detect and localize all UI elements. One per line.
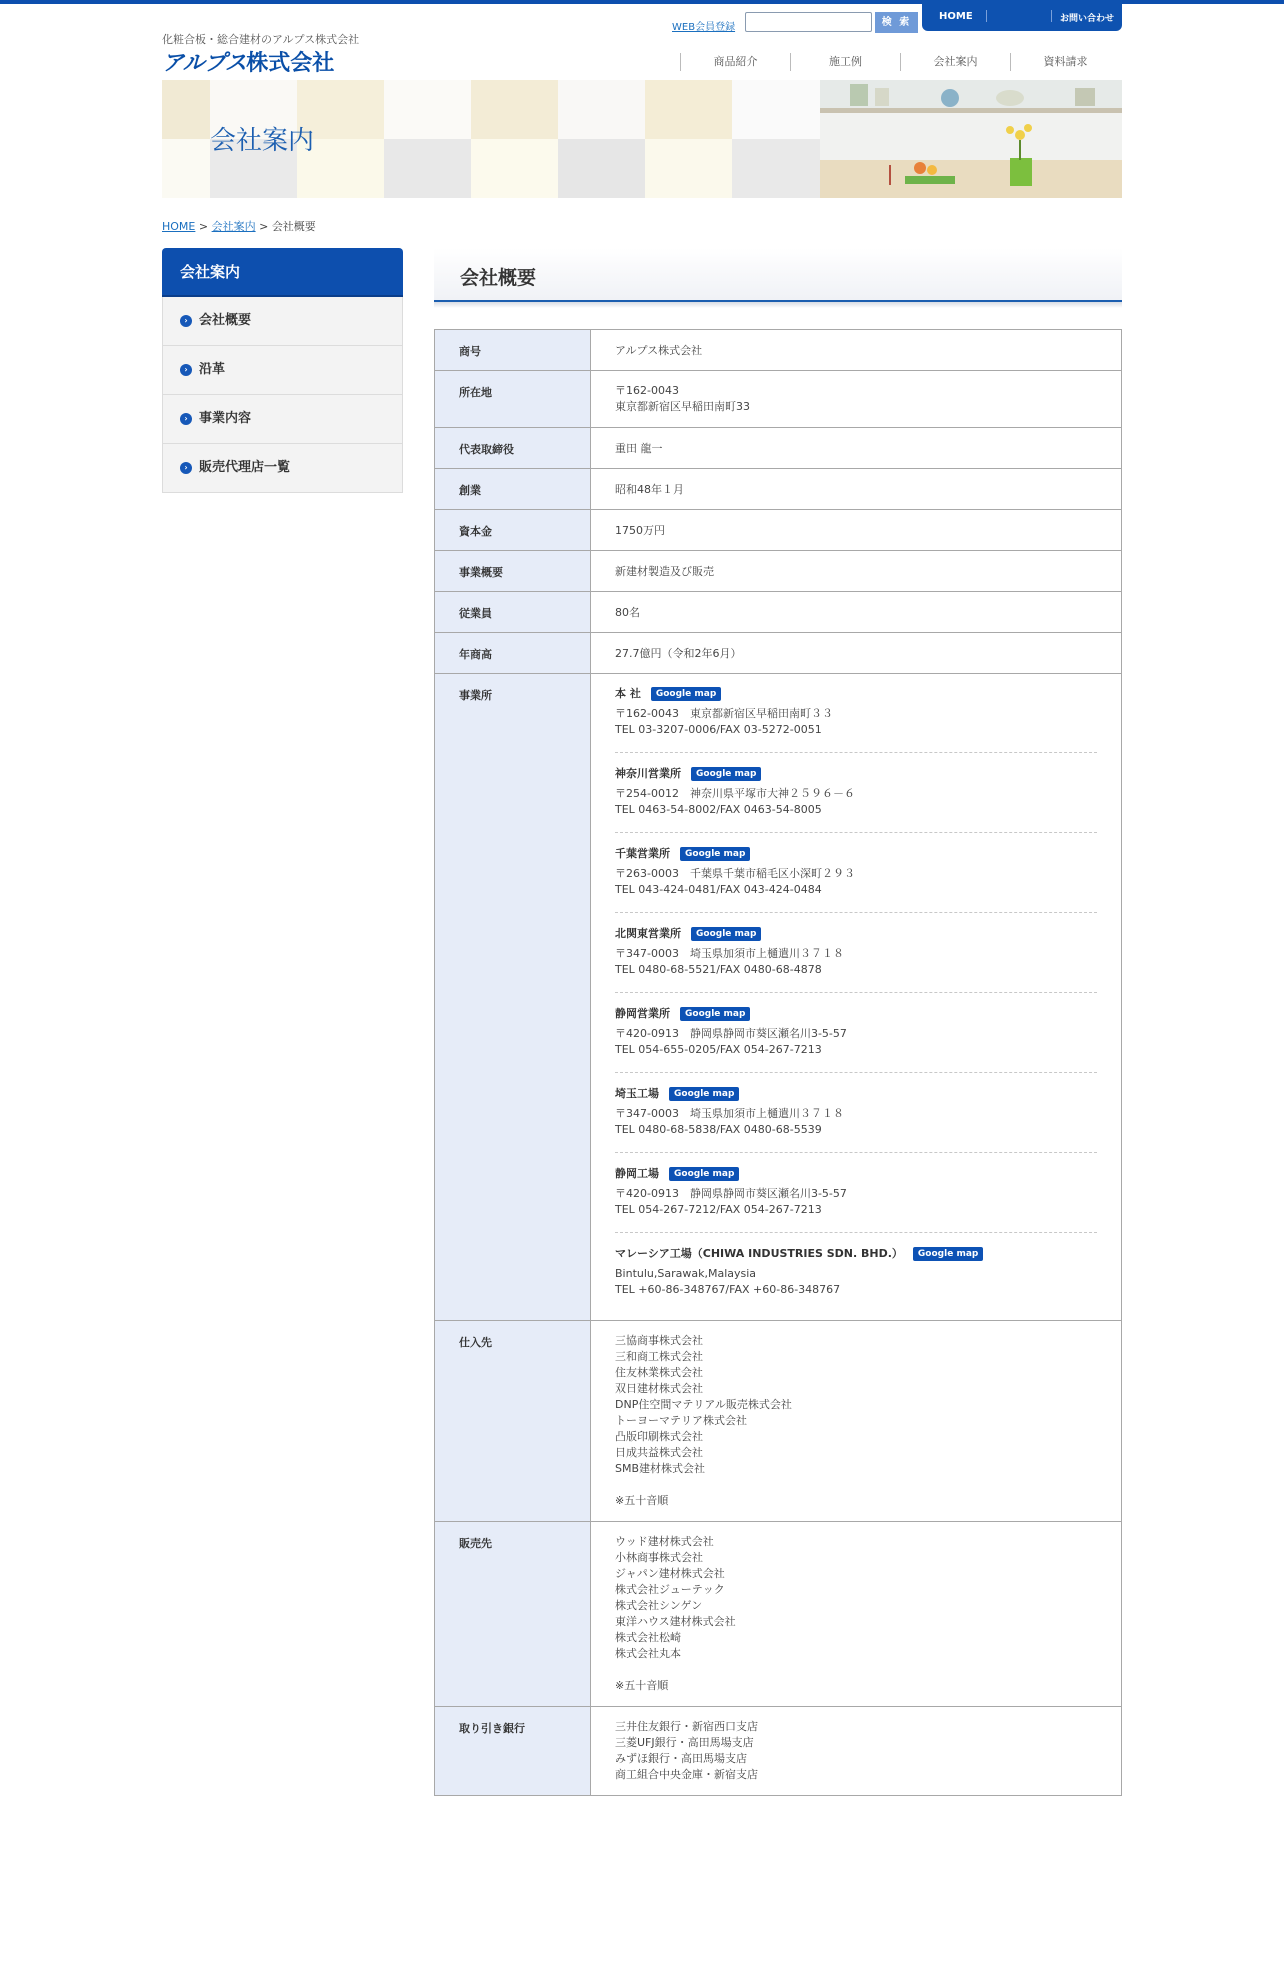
customer-item: ジャパン建材株式会社 — [615, 1567, 725, 1580]
company-info-table — [434, 329, 1122, 1796]
logo-kanji: 株式会社 — [246, 51, 335, 76]
supplier-item: 日成共益株式会社 — [615, 1446, 703, 1459]
kitchen-shelf-photo — [820, 80, 1122, 198]
sidebar-item-label: 会社概要 — [199, 313, 252, 328]
bank-item: 三井住友銀行・新宿西口支店 — [615, 1720, 758, 1733]
office-name: 本 社 — [615, 687, 641, 700]
page-title-bar — [434, 248, 1122, 302]
row-label-trade-name: 商号 — [435, 330, 591, 371]
office-tel: TEL 0480-68-5521/FAX 0480-68-4878 — [615, 963, 822, 976]
nav-examples[interactable]: 施工例 — [790, 53, 900, 71]
supplier-item: 三和商工株式会社 — [615, 1350, 703, 1363]
sidebar-item-label: 販売代理店一覧 — [199, 460, 291, 475]
supplier-item: 双日建材株式会社 — [615, 1382, 703, 1395]
office-tel: TEL +60-86-348767/FAX +60-86-348767 — [615, 1283, 841, 1296]
office-address: 〒162-0043 東京都新宿区早稲田南町３３ — [615, 707, 833, 720]
chevron-right-icon: › — [180, 413, 192, 425]
customer-item: 小林商事株式会社 — [615, 1551, 703, 1564]
table-row — [435, 592, 1122, 633]
top-utility-tabs — [922, 0, 1122, 31]
site-logo[interactable] — [162, 46, 334, 77]
row-label-address: 所在地 — [435, 371, 591, 428]
breadcrumb-sep: > — [259, 220, 269, 233]
row-value-offices — [591, 674, 1122, 1321]
table-row — [435, 1321, 1122, 1522]
row-label-offices: 事業所 — [435, 674, 591, 1321]
office-address: 〒263-0003 千葉県千葉市稲毛区小深町２９３ — [615, 867, 855, 880]
google-map-button[interactable]: Google map — [669, 1087, 739, 1101]
row-label-sales: 年商高 — [435, 633, 591, 674]
supplier-item: トーヨーマテリア株式会社 — [615, 1414, 747, 1427]
page-title: 会社概要 — [460, 267, 537, 289]
nav-products[interactable]: 商品紹介 — [680, 53, 790, 71]
title-shadow — [434, 302, 1122, 308]
chevron-right-icon: › — [180, 462, 192, 474]
nav-brochure[interactable]: 資料請求 — [1010, 53, 1120, 71]
customer-list — [615, 1534, 1121, 1662]
customer-item: 株式会社シンゲン — [615, 1599, 703, 1612]
office-list — [615, 686, 1121, 1312]
office-entry — [615, 993, 1097, 1073]
office-address: 〒420-0913 静岡県静岡市葵区瀬名川3-5-57 — [615, 1187, 847, 1200]
office-name: 千葉営業所 — [615, 847, 670, 860]
address-postal: 〒162-0043 — [615, 384, 679, 397]
row-label-employees: 従業員 — [435, 592, 591, 633]
tab-divider — [986, 10, 987, 22]
office-tel: TEL 0480-68-5838/FAX 0480-68-5539 — [615, 1123, 822, 1136]
logo-katakana: アルプス — [162, 51, 247, 76]
web-register-link[interactable]: WEB会員登録 — [672, 22, 736, 33]
google-map-button[interactable]: Google map — [691, 927, 761, 941]
row-value-banks — [591, 1707, 1122, 1796]
customer-item: 株式会社丸本 — [615, 1647, 681, 1660]
google-map-button[interactable]: Google map — [680, 1007, 750, 1021]
tab-divider — [1051, 10, 1052, 22]
row-label-founded: 創業 — [435, 469, 591, 510]
table-row — [435, 1707, 1122, 1796]
row-label-suppliers: 仕入先 — [435, 1321, 591, 1522]
supplier-item: 三協商事株式会社 — [615, 1334, 703, 1347]
sidebar-item-business[interactable] — [162, 395, 403, 444]
office-entry — [615, 686, 1097, 753]
home-tab[interactable]: HOME — [939, 11, 973, 22]
address-street: 東京都新宿区早稲田南町33 — [615, 400, 750, 413]
office-tel: TEL 0463-54-8002/FAX 0463-54-8005 — [615, 803, 822, 816]
sidebar-item-dealers[interactable] — [162, 444, 403, 493]
breadcrumb-company[interactable]: 会社案内 — [211, 220, 256, 233]
suppliers-note: ※五十音順 — [615, 1494, 669, 1507]
row-value-ceo: 重田 龍一 — [591, 428, 1122, 469]
supplier-item: 住友林業株式会社 — [615, 1366, 703, 1379]
bank-list — [615, 1719, 1121, 1783]
customer-item: 株式会社松崎 — [615, 1631, 681, 1644]
row-label-customers: 販売先 — [435, 1522, 591, 1707]
table-row — [435, 428, 1122, 469]
nav-company[interactable]: 会社案内 — [900, 53, 1010, 71]
row-value-sales: 27.7億円（令和2年6月） — [591, 633, 1122, 674]
office-entry — [615, 753, 1097, 833]
office-address: 〒420-0913 静岡県静岡市葵区瀬名川3-5-57 — [615, 1027, 847, 1040]
supplier-list — [615, 1333, 1121, 1477]
sidebar-item-label: 事業内容 — [199, 411, 252, 426]
breadcrumb-current: 会社概要 — [271, 220, 316, 233]
google-map-button[interactable]: Google map — [669, 1167, 739, 1181]
office-address: 〒347-0003 埼玉県加須市上樋遣川３７１８ — [615, 947, 844, 960]
row-label-business: 事業概要 — [435, 551, 591, 592]
supplier-item: 凸版印刷株式会社 — [615, 1430, 703, 1443]
row-value-capital: 1750万円 — [591, 510, 1122, 551]
office-name: 北関東営業所 — [615, 927, 681, 940]
table-row — [435, 633, 1122, 674]
row-value-customers — [591, 1522, 1122, 1707]
office-entry — [615, 1233, 1097, 1312]
row-label-capital: 資本金 — [435, 510, 591, 551]
office-tel: TEL 054-267-7212/FAX 054-267-7213 — [615, 1203, 822, 1216]
page-wrapper — [162, 0, 1122, 1986]
bank-item: 三菱UFJ銀行・高田馬場支店 — [615, 1736, 754, 1749]
table-row — [435, 330, 1122, 371]
row-value-employees: 80名 — [591, 592, 1122, 633]
sidebar-item-history[interactable] — [162, 346, 403, 395]
google-map-button[interactable]: Google map — [680, 847, 750, 861]
chevron-right-icon: › — [180, 315, 192, 327]
row-label-ceo: 代表取締役 — [435, 428, 591, 469]
table-row — [435, 1522, 1122, 1707]
table-row — [435, 551, 1122, 592]
search-button[interactable]: 検 索 — [875, 12, 918, 33]
sidebar-heading: 会社案内 — [162, 248, 403, 297]
office-name: 神奈川営業所 — [615, 767, 681, 780]
contact-tab[interactable]: お問い合わせ — [1060, 14, 1115, 24]
customer-item: 株式会社ジューテック — [615, 1583, 725, 1596]
sidebar — [162, 248, 403, 493]
office-tel: TEL 054-655-0205/FAX 054-267-7213 — [615, 1043, 822, 1056]
office-tel: TEL 043-424-0481/FAX 043-424-0484 — [615, 883, 822, 896]
breadcrumb-home[interactable]: HOME — [162, 220, 196, 233]
customer-item: 東洋ハウス建材株式会社 — [615, 1615, 736, 1628]
row-value-business: 新建材製造及び販売 — [591, 551, 1122, 592]
row-value-trade-name: アルプス株式会社 — [591, 330, 1122, 371]
table-row — [435, 674, 1122, 1321]
hero-title: 会社案内 — [210, 126, 315, 156]
office-name: 静岡工場 — [615, 1167, 659, 1180]
sidebar-item-label: 沿革 — [199, 362, 226, 377]
office-entry — [615, 833, 1097, 913]
office-entry — [615, 1073, 1097, 1153]
row-value-suppliers — [591, 1321, 1122, 1522]
supplier-item: SMB建材株式会社 — [615, 1462, 706, 1475]
customers-note: ※五十音順 — [615, 1679, 669, 1692]
breadcrumb-sep: > — [198, 220, 209, 233]
google-map-button[interactable]: Google map — [651, 687, 721, 701]
site-tagline: 化粧合板・総合建材のアルプス株式会社 — [162, 33, 360, 46]
office-address: 〒347-0003 埼玉県加須市上樋遣川３７１８ — [615, 1107, 844, 1120]
google-map-button[interactable]: Google map — [913, 1247, 983, 1261]
table-row — [435, 371, 1122, 428]
office-address: Bintulu,Sarawak,Malaysia — [615, 1267, 757, 1280]
sidebar-item-overview[interactable] — [162, 297, 403, 346]
customer-item: ウッド建材株式会社 — [615, 1535, 714, 1548]
hero-banner — [162, 80, 1122, 198]
breadcrumb — [162, 218, 316, 234]
table-row — [435, 510, 1122, 551]
office-name: 静岡営業所 — [615, 1007, 670, 1020]
row-value-address — [591, 371, 1122, 428]
supplier-item: DNP住空間マテリアル販売株式会社 — [615, 1398, 792, 1411]
office-entry — [615, 913, 1097, 993]
search-input[interactable] — [745, 12, 872, 32]
office-name: 埼玉工場 — [615, 1087, 659, 1100]
bank-item: みずほ銀行・高田馬場支店 — [615, 1752, 747, 1765]
table-row — [435, 469, 1122, 510]
office-tel: TEL 03-3207-0006/FAX 03-5272-0051 — [615, 723, 822, 736]
google-map-button[interactable]: Google map — [691, 767, 761, 781]
office-name: マレーシア工場（CHIWA INDUSTRIES SDN. BHD.） — [615, 1247, 903, 1260]
office-address: 〒254-0012 神奈川県平塚市大神２５９６－６ — [615, 787, 855, 800]
bank-item: 商工組合中央金庫・新宿支店 — [615, 1768, 758, 1781]
row-label-banks: 取り引き銀行 — [435, 1707, 591, 1796]
chevron-right-icon: › — [180, 364, 192, 376]
office-entry — [615, 1153, 1097, 1233]
row-value-founded: 昭和48年１月 — [591, 469, 1122, 510]
